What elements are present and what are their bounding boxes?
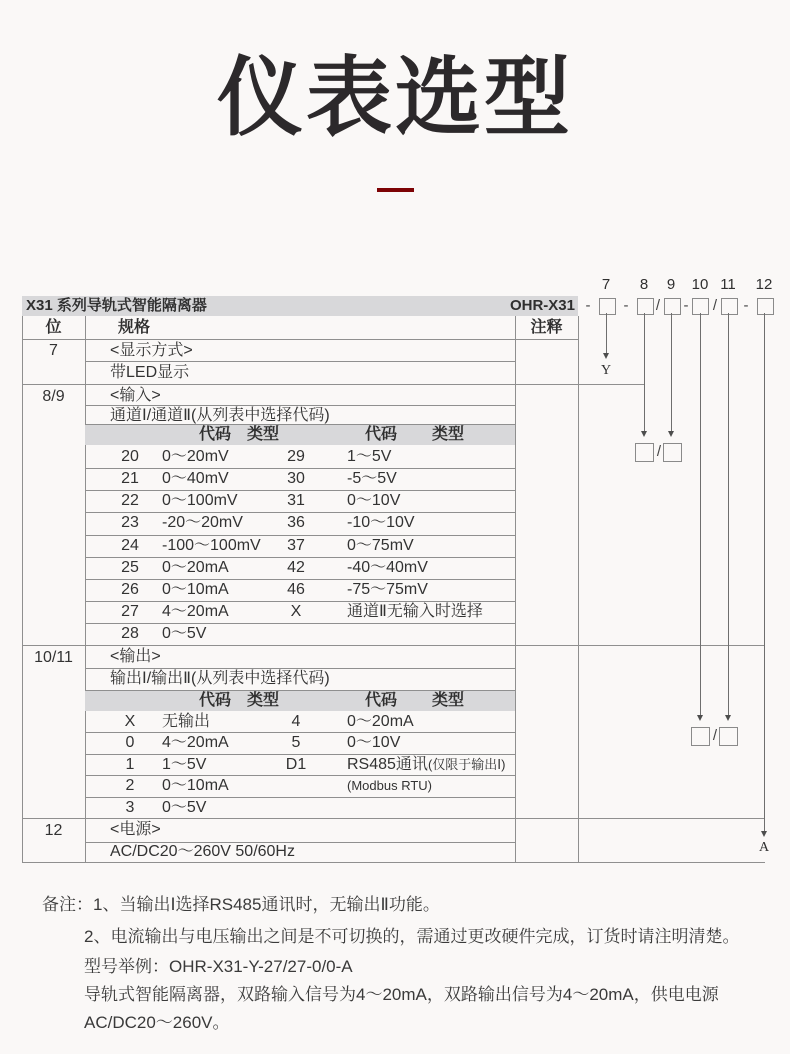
type-note: (Modbus RTU) bbox=[347, 778, 433, 793]
type-cell: 0～100mV bbox=[162, 492, 238, 509]
table-row bbox=[0, 623, 578, 645]
input-code-box-9 bbox=[663, 443, 682, 462]
type-cell: 通道Ⅱ无输入时选择 bbox=[347, 603, 483, 620]
type-cell: 无输出 bbox=[162, 713, 211, 730]
type-cell: 0～10V bbox=[347, 734, 401, 751]
position-label: 10/11 bbox=[34, 649, 73, 666]
code-table-header bbox=[85, 425, 515, 445]
code-cell: 24 bbox=[121, 537, 139, 554]
code-separator: / bbox=[655, 297, 661, 314]
table-row bbox=[0, 579, 578, 601]
code-digit-9: 9 bbox=[666, 276, 676, 293]
table-row bbox=[0, 711, 578, 733]
type-cell: 0～20mA bbox=[347, 713, 414, 730]
code-box-11 bbox=[721, 298, 738, 315]
arrow-down-icon bbox=[603, 353, 609, 359]
code-cell: 27 bbox=[121, 603, 139, 620]
pointer-line-9 bbox=[671, 313, 672, 431]
code-cell: 23 bbox=[121, 514, 139, 531]
type-cell: 1～5V bbox=[347, 448, 392, 465]
code-cell: 21 bbox=[121, 470, 139, 487]
arrow-down-icon bbox=[697, 715, 703, 721]
code-separator: - bbox=[585, 297, 591, 314]
table-header-band bbox=[22, 296, 578, 316]
table-row bbox=[0, 512, 578, 534]
table-row bbox=[0, 775, 578, 797]
section-name: <显示方式> bbox=[110, 342, 193, 359]
code-cell: 2 bbox=[125, 777, 135, 794]
type-cell bbox=[347, 754, 505, 776]
type-cell: 0～75mV bbox=[347, 537, 414, 554]
type-col-header: 类型 bbox=[432, 426, 465, 443]
type-cell: 0～10mA bbox=[162, 581, 229, 598]
table-row bbox=[0, 732, 578, 754]
code-digit-11: 11 bbox=[720, 276, 736, 293]
type-cell: 1～5V bbox=[162, 756, 207, 773]
table-row bbox=[0, 535, 578, 557]
spec-value: AC/DC20～260V 50/60Hz bbox=[110, 843, 295, 860]
type-cell: 4～20mA bbox=[162, 734, 229, 751]
code-col-header: 代码 bbox=[198, 692, 231, 709]
code-cell: 26 bbox=[121, 581, 139, 598]
table-row bbox=[0, 601, 578, 623]
code-cell: 28 bbox=[121, 625, 139, 642]
code-box-12 bbox=[757, 298, 774, 315]
code-cell: 37 bbox=[287, 537, 305, 554]
description-line-1: 导轨式智能隔离器，双路输入信号为4～20mA，双路输出信号为4～20mA，供电电源 bbox=[84, 985, 719, 1004]
pointer-line-11 bbox=[728, 313, 729, 715]
col-header-note: 注释 bbox=[530, 319, 563, 336]
code-digit-7: 7 bbox=[601, 276, 611, 293]
pointer-line-8 bbox=[644, 313, 645, 431]
arrow-down-icon bbox=[761, 831, 767, 837]
section-name: <输出> bbox=[110, 648, 161, 665]
code-cell: 29 bbox=[287, 448, 305, 465]
section-subtitle: 通道Ⅰ/通道Ⅱ(从列表中选择代码) bbox=[110, 407, 330, 424]
type-text: RS485通讯 bbox=[347, 756, 428, 773]
type-cell: -20～20mV bbox=[162, 514, 243, 531]
title-accent-dash bbox=[377, 188, 414, 192]
type-col-header: 类型 bbox=[247, 426, 280, 443]
type-cell: 0～5V bbox=[162, 799, 207, 816]
code-cell: 46 bbox=[287, 581, 305, 598]
output-code-box-11 bbox=[719, 727, 738, 746]
code-cell: 42 bbox=[287, 559, 305, 576]
code-cell: 0 bbox=[125, 734, 135, 751]
code-box-7 bbox=[599, 298, 616, 315]
pointer-line-10 bbox=[700, 313, 701, 715]
type-cell: -40～40mV bbox=[347, 559, 428, 576]
type-cell: 0～10V bbox=[347, 492, 401, 509]
position-label: 7 bbox=[49, 342, 58, 359]
code-separator: - bbox=[683, 297, 689, 314]
code-digit-12: 12 bbox=[755, 276, 773, 293]
code-cell: 20 bbox=[121, 448, 139, 465]
code-cell: D1 bbox=[285, 756, 307, 773]
type-cell: 0～10mA bbox=[162, 777, 229, 794]
arrow-down-icon bbox=[725, 715, 731, 721]
type-cell: 0～20mA bbox=[162, 559, 229, 576]
input-code-box-8 bbox=[635, 443, 654, 462]
code-col-header: 代码 bbox=[198, 426, 231, 443]
remark-line-2: 2、电流输出与电压输出之间是不可切换的，需通过更改硬件完成，订货时请注明清楚。 bbox=[84, 927, 740, 946]
display-code-label: Y bbox=[600, 363, 612, 378]
code-cell: 31 bbox=[287, 492, 305, 509]
code-col-header: 代码 bbox=[364, 692, 397, 709]
code-separator: - bbox=[743, 297, 749, 314]
section-name: <输入> bbox=[110, 387, 161, 404]
remark-label: 备注： bbox=[42, 895, 93, 914]
code-cell: 36 bbox=[287, 514, 305, 531]
code-col-header: 代码 bbox=[364, 426, 397, 443]
type-cell: -75～75mV bbox=[347, 581, 428, 598]
code-cell: 30 bbox=[287, 470, 305, 487]
table-border bbox=[578, 316, 579, 862]
position-label: 8/9 bbox=[42, 388, 65, 405]
table-row bbox=[0, 490, 578, 512]
code-cell: 1 bbox=[125, 756, 135, 773]
position-label: 12 bbox=[44, 822, 63, 839]
code-cell: 5 bbox=[291, 734, 301, 751]
code-cell: X bbox=[290, 603, 302, 620]
code-cell: 4 bbox=[291, 713, 301, 730]
code-cell: 22 bbox=[121, 492, 139, 509]
code-digit-8: 8 bbox=[639, 276, 649, 293]
code-cell: 3 bbox=[125, 799, 135, 816]
remark-line-1 bbox=[42, 894, 440, 916]
type-cell: -10～10V bbox=[347, 514, 415, 531]
col-header-spec: 规格 bbox=[118, 319, 151, 336]
page-title: 仪表选型 bbox=[217, 50, 573, 146]
type-cell: 4～20mA bbox=[162, 603, 229, 620]
model-prefix: OHR-X31 bbox=[509, 297, 575, 314]
table-row bbox=[0, 468, 578, 490]
code-cell: X bbox=[124, 713, 136, 730]
type-cell: 0～40mV bbox=[162, 470, 229, 487]
section-subtitle: 输出Ⅰ/输出Ⅱ(从列表中选择代码) bbox=[110, 670, 330, 687]
code-digit-10: 10 bbox=[691, 276, 709, 293]
table-row bbox=[0, 557, 578, 579]
arrow-down-icon bbox=[668, 431, 674, 437]
model-example-line: 型号举例：OHR-X31-Y-27/27-0/0-A bbox=[84, 957, 353, 976]
description-line-2: AC/DC20～260V。 bbox=[84, 1013, 230, 1032]
code-box-9 bbox=[664, 298, 681, 315]
table-row bbox=[0, 446, 578, 468]
type-cell: 0～5V bbox=[162, 625, 207, 642]
slash-separator: / bbox=[656, 443, 662, 460]
type-cell: 0～20mV bbox=[162, 448, 229, 465]
pointer-line-7 bbox=[606, 313, 607, 353]
code-separator: / bbox=[712, 297, 718, 314]
arrow-down-icon bbox=[641, 431, 647, 437]
spec-value: 带LED显示 bbox=[110, 364, 190, 381]
col-header-position: 位 bbox=[45, 319, 62, 336]
code-cell: 25 bbox=[121, 559, 139, 576]
type-cell: -100～100mV bbox=[162, 537, 261, 554]
type-note: (仅限于输出Ⅰ) bbox=[427, 757, 506, 772]
series-title: X31 系列导轨式智能隔离器 bbox=[26, 297, 207, 314]
slash-separator: / bbox=[712, 727, 718, 744]
type-cell: -5～5V bbox=[347, 470, 397, 487]
table-row bbox=[0, 754, 578, 776]
code-separator: - bbox=[623, 297, 629, 314]
pointer-line-12 bbox=[764, 313, 765, 831]
type-col-header: 类型 bbox=[432, 692, 465, 709]
remark-text: 1、当输出Ⅰ选择RS485通讯时，无输出Ⅱ功能。 bbox=[93, 895, 440, 914]
table-border bbox=[22, 339, 578, 340]
power-code-label: A bbox=[758, 840, 770, 855]
type-col-header: 类型 bbox=[247, 692, 280, 709]
table-row bbox=[0, 797, 578, 819]
section-name: <电源> bbox=[110, 821, 161, 838]
code-table-header bbox=[85, 691, 515, 711]
output-code-box-10 bbox=[691, 727, 710, 746]
